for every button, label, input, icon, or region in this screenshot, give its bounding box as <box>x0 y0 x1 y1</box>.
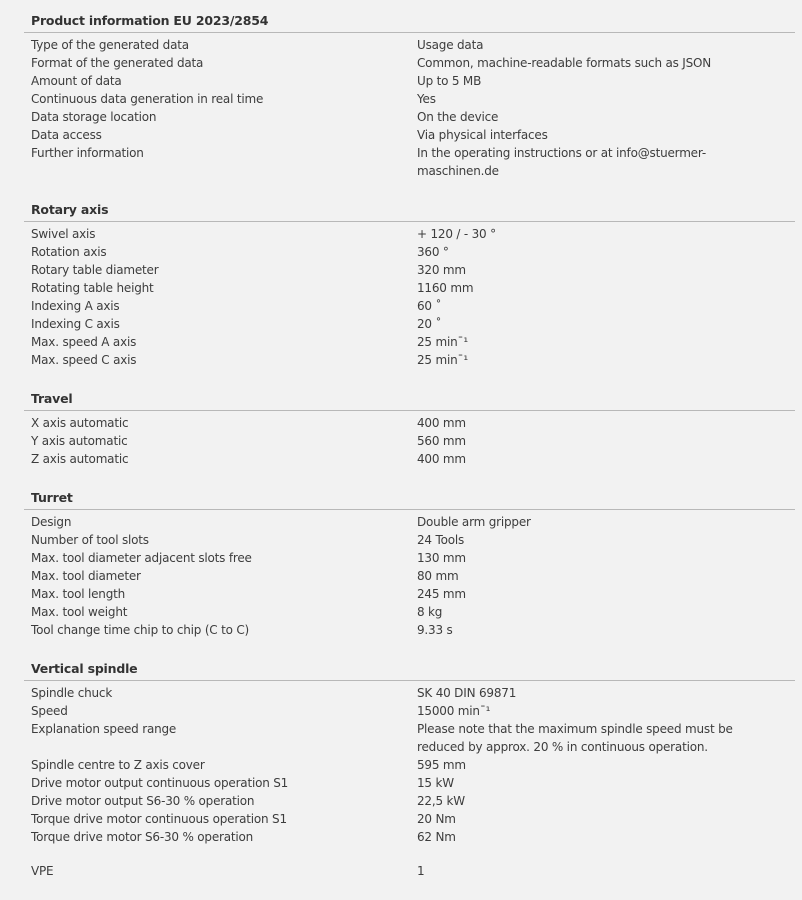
spec-row <box>24 756 795 774</box>
spec-label: Rotary table diameter <box>31 263 159 277</box>
spec-label: Rotating table height <box>31 281 154 295</box>
spec-value: On the device <box>417 110 499 124</box>
spec-label: Explanation speed range <box>31 722 177 736</box>
spec-value: 595 mm <box>417 758 466 772</box>
spec-row <box>24 531 795 549</box>
section-heading: Product information EU 2023/2854 <box>24 10 795 33</box>
spec-row <box>24 261 795 279</box>
vpe-row <box>24 862 795 880</box>
spec-label: Torque drive motor S6-30 % operation <box>31 830 254 844</box>
spec-label: Max. tool diameter <box>31 569 141 583</box>
spec-value: 560 mm <box>417 434 466 448</box>
section-product-information <box>24 10 795 180</box>
spec-row <box>24 351 795 369</box>
vpe-value: 1 <box>417 864 425 878</box>
spec-value: 80 mm <box>417 569 459 583</box>
spec-value: SK 40 DIN 69871 <box>417 686 517 700</box>
spec-label: Max. tool length <box>31 587 126 601</box>
spec-value: Usage data <box>417 38 484 52</box>
spec-row <box>24 828 795 846</box>
section-heading: Turret <box>24 487 795 510</box>
spec-sheet <box>0 10 802 880</box>
spec-row <box>24 792 795 810</box>
spec-label: Drive motor output S6-30 % operation <box>31 794 255 808</box>
spec-label: Spindle centre to Z axis cover <box>31 758 205 772</box>
spec-row <box>24 432 795 450</box>
spec-value: 15000 min¯¹ <box>417 704 491 718</box>
spec-value: Common, machine-readable formats such as JSON <box>417 56 712 70</box>
spec-label: Amount of data <box>31 74 122 88</box>
spec-row <box>24 774 795 792</box>
spec-value: 25 min¯¹ <box>417 335 468 349</box>
spec-row <box>24 126 795 144</box>
section-rotary-axis <box>24 199 795 369</box>
spec-value: 20 ˚ <box>417 317 442 331</box>
spec-row <box>24 720 795 756</box>
spec-value: 15 kW <box>417 776 454 790</box>
spec-label: Tool change time chip to chip (C to C) <box>31 623 250 637</box>
spec-label: Type of the generated data <box>31 38 189 52</box>
spec-value: 9.33 s <box>417 623 453 637</box>
spec-value-email[interactable]: In the operating instructions or at info@stuermer-maschinen.de <box>417 146 706 178</box>
spec-row <box>24 279 795 297</box>
spec-value: Yes <box>417 92 436 106</box>
spec-row <box>24 567 795 585</box>
spec-label: Further information <box>31 146 144 160</box>
spec-label: X axis automatic <box>31 416 129 430</box>
spec-label: Number of tool slots <box>31 533 149 547</box>
spec-value: 320 mm <box>417 263 466 277</box>
section-turret <box>24 487 795 639</box>
spec-label: Data storage location <box>31 110 157 124</box>
spec-label: Max. speed A axis <box>31 335 137 349</box>
spec-row <box>24 333 795 351</box>
spec-value: 24 Tools <box>417 533 465 547</box>
spec-value: 400 mm <box>417 416 466 430</box>
spec-value: 8 kg <box>417 605 443 619</box>
spec-label: Speed <box>31 704 68 718</box>
spec-label: Format of the generated data <box>31 56 204 70</box>
spec-row <box>24 549 795 567</box>
spec-value: 360 ° <box>417 245 449 259</box>
spec-row <box>24 702 795 720</box>
spec-row <box>24 54 795 72</box>
spec-row <box>24 585 795 603</box>
vpe-label: VPE <box>31 864 54 878</box>
spec-row <box>24 243 795 261</box>
spec-value: 130 mm <box>417 551 466 565</box>
spec-row <box>24 108 795 126</box>
spec-value: Up to 5 MB <box>417 74 482 88</box>
spec-label: Spindle chuck <box>31 686 113 700</box>
spec-value: 245 mm <box>417 587 466 601</box>
spec-row <box>24 315 795 333</box>
spec-label: Max. speed C axis <box>31 353 137 367</box>
spec-label: Data access <box>31 128 102 142</box>
spec-label: Torque drive motor continuous operation S1 <box>31 812 287 826</box>
spec-label: Swivel axis <box>31 227 96 241</box>
spec-label: Y axis automatic <box>31 434 128 448</box>
spec-row <box>24 90 795 108</box>
section-heading: Travel <box>24 388 795 411</box>
spec-label: Rotation axis <box>31 245 107 259</box>
spec-value: 400 mm <box>417 452 466 466</box>
spec-value: 60 ˚ <box>417 299 442 313</box>
spec-value: Please note that the maximum spindle speed must be reduced by approx. 20 % in continuous operation. <box>417 722 733 754</box>
section-heading: Rotary axis <box>24 199 795 222</box>
spec-label: Z axis automatic <box>31 452 129 466</box>
spec-label: Max. tool weight <box>31 605 128 619</box>
spec-value: 22,5 kW <box>417 794 465 808</box>
spec-value: + 120 / - 30 ° <box>417 227 496 241</box>
spec-row <box>24 513 795 531</box>
spec-row <box>24 225 795 243</box>
spec-label: Max. tool diameter adjacent slots free <box>31 551 252 565</box>
spec-row <box>24 36 795 54</box>
spec-row <box>24 450 795 468</box>
spec-value: 20 Nm <box>417 812 456 826</box>
spec-value: 62 Nm <box>417 830 456 844</box>
spec-row <box>24 684 795 702</box>
spec-row <box>24 414 795 432</box>
spec-value: 25 min¯¹ <box>417 353 468 367</box>
section-travel <box>24 388 795 468</box>
section-vertical-spindle <box>24 658 795 846</box>
section-heading: Vertical spindle <box>24 658 795 681</box>
spec-label: Drive motor output continuous operation S1 <box>31 776 289 790</box>
spec-label: Continuous data generation in real time <box>31 92 264 106</box>
spec-row <box>24 72 795 90</box>
spec-row <box>24 810 795 828</box>
spec-row <box>24 621 795 639</box>
spec-label: Indexing C axis <box>31 317 120 331</box>
spec-value: Double arm gripper <box>417 515 531 529</box>
spec-label: Indexing A axis <box>31 299 120 313</box>
spec-row <box>24 144 795 180</box>
spec-row <box>24 603 795 621</box>
spec-label: Design <box>31 515 72 529</box>
spec-value: Via physical interfaces <box>417 128 548 142</box>
spec-row <box>24 297 795 315</box>
spec-value: 1160 mm <box>417 281 474 295</box>
